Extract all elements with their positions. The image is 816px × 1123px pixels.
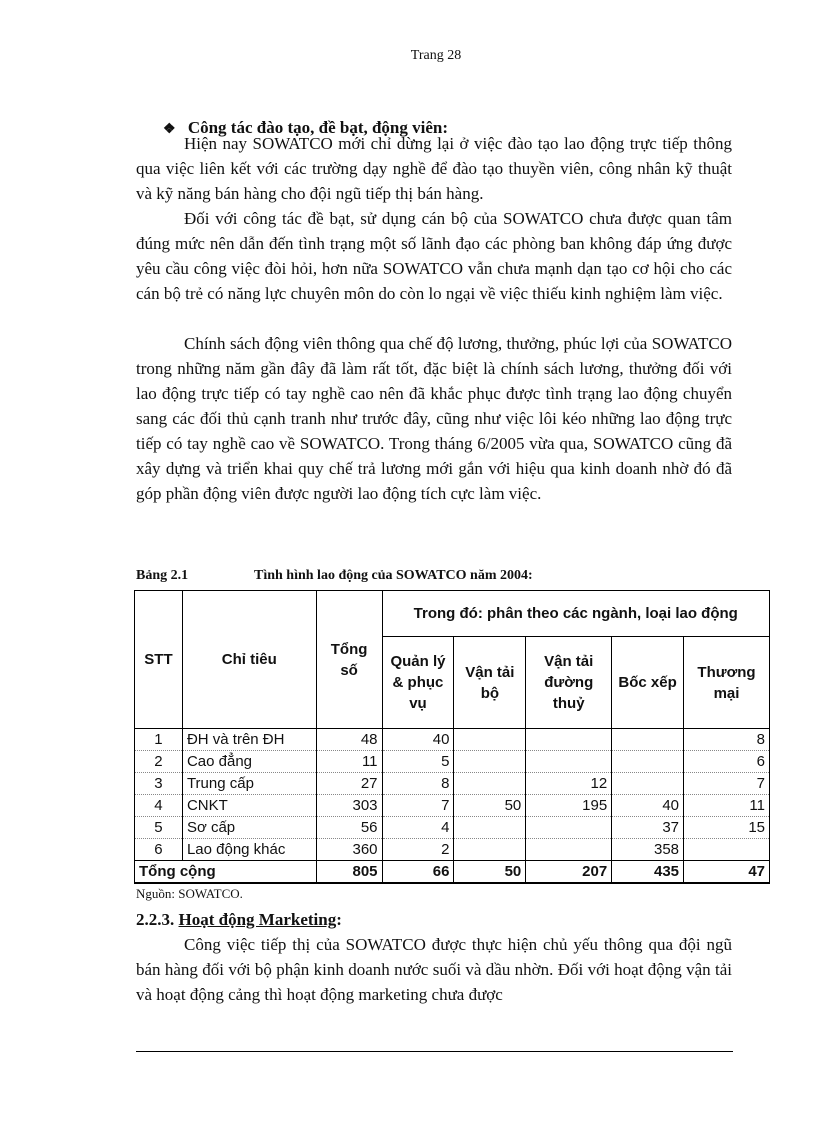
header-van-tai-bo: Vận tải bộ bbox=[454, 637, 526, 729]
cell-ql: 2 bbox=[382, 839, 454, 861]
cell-ql: 5 bbox=[382, 751, 454, 773]
paragraph-promotion: Đối với công tác đề bạt, sử dụng cán bộ của SOWATCO chưa được quan tâm đúng mức nên dẫn đến tình trạng một số lãnh đạo các phòng ban không đáp ứng được yêu cầu công việc đòi hỏi, hơn nữa SOWATCO vẫn chưa mạnh dạn tạo cơ hội cho các cán bộ trẻ có năng lực chuyên môn do còn lo ngại về việc thiếu kinh nghiệm làm việc. bbox=[136, 209, 732, 303]
cell-stt: 5 bbox=[135, 817, 183, 839]
header-thuong-mai: Thương mại bbox=[684, 637, 770, 729]
header-tong-so: Tổng số bbox=[316, 591, 382, 729]
cell-vtt: 195 bbox=[526, 795, 612, 817]
cell-stt: 1 bbox=[135, 729, 183, 751]
cell-stt: 6 bbox=[135, 839, 183, 861]
header-stt: STT bbox=[135, 591, 183, 729]
cell-total: 360 bbox=[316, 839, 382, 861]
cell-vtb bbox=[454, 751, 526, 773]
page-number: Trang 28 bbox=[410, 48, 462, 63]
total-ql: 66 bbox=[382, 861, 454, 884]
cell-bx: 40 bbox=[612, 795, 684, 817]
cell-total: 48 bbox=[316, 729, 382, 751]
total-vtt: 207 bbox=[526, 861, 612, 884]
table-row bbox=[135, 773, 770, 795]
table-row bbox=[135, 795, 770, 817]
cell-tm bbox=[684, 839, 770, 861]
table-row bbox=[135, 751, 770, 773]
cell-bx: 37 bbox=[612, 817, 684, 839]
total-vtb: 50 bbox=[454, 861, 526, 884]
marketing-heading bbox=[136, 910, 342, 930]
cell-name: Lao động khác bbox=[182, 839, 316, 861]
paragraph-training: Hiện nay SOWATCO mới chỉ dừng lại ở việc đào tạo lao động trực tiếp thông qua việc liên kết với các trường dạy nghề để đào tạo thuyền viên, công nhân kỹ thuật và kỹ năng bán hàng cho đội ngũ tiếp thị bán hàng. bbox=[136, 134, 732, 203]
total-tm: 47 bbox=[684, 861, 770, 884]
header-van-tai-thuy: Vận tải đường thuỷ bbox=[526, 637, 612, 729]
cell-name: Trung cấp bbox=[182, 773, 316, 795]
table-caption-label: Bảng 2.1 bbox=[136, 568, 189, 583]
cell-tm: 11 bbox=[684, 795, 770, 817]
cell-name: Sơ cấp bbox=[182, 817, 316, 839]
cell-vtt: 12 bbox=[526, 773, 612, 795]
cell-vtb: 50 bbox=[454, 795, 526, 817]
cell-name: ĐH và trên ĐH bbox=[182, 729, 316, 751]
cell-tm: 6 bbox=[684, 751, 770, 773]
cell-total: 56 bbox=[316, 817, 382, 839]
paragraph-motivation: Chính sách động viên thông qua chế độ lương, thưởng, phúc lợi của SOWATCO trong những năm gần đây đã làm rất tốt, đặc biệt là chính sách lương, thưởng đối với lao động trực tiếp có tay nghề cao nên đã khắc phục được tình trạng lao động chuyển sang các đối thủ cạnh tranh như trước đây, cũng như việc lôi kéo những lao động trực tiếp có tay nghề cao về SOWATCO. Trong tháng 6/2005 vừa qua, SOWATCO cũng đã xây dựng và triển khai quy chế trả lương mới gắn với hiệu qua kinh doanh nhờ đó đã góp phần động viên được người lao động tích cực làm việc. bbox=[136, 334, 732, 503]
cell-vtt bbox=[526, 839, 612, 861]
table-source: Nguồn: SOWATCO. bbox=[136, 886, 243, 901]
cell-tm: 7 bbox=[684, 773, 770, 795]
cell-vtb bbox=[454, 729, 526, 751]
table-row bbox=[135, 817, 770, 839]
cell-vtb bbox=[454, 773, 526, 795]
diamond-bullet-icon: ❖ bbox=[163, 122, 176, 137]
cell-stt: 4 bbox=[135, 795, 183, 817]
cell-stt: 3 bbox=[135, 773, 183, 795]
cell-ql: 7 bbox=[382, 795, 454, 817]
table-row bbox=[135, 729, 770, 751]
cell-ql: 4 bbox=[382, 817, 454, 839]
marketing-number: 2.2.3. bbox=[136, 910, 175, 929]
header-quan-ly: Quản lý & phục vụ bbox=[382, 637, 454, 729]
cell-vtt bbox=[526, 729, 612, 751]
marketing-title: Hoạt động Marketing bbox=[178, 910, 337, 929]
section-heading-text: Công tác đào tạo, đề bạt, động viên: bbox=[187, 118, 449, 137]
cell-tm: 8 bbox=[684, 729, 770, 751]
table-caption bbox=[136, 568, 533, 584]
cell-bx bbox=[612, 773, 684, 795]
header-chi-tieu: Chỉ tiêu bbox=[182, 591, 316, 729]
cell-vtt bbox=[526, 817, 612, 839]
cell-name: Cao đẳng bbox=[182, 751, 316, 773]
total-row bbox=[135, 861, 770, 884]
total-all: 805 bbox=[316, 861, 382, 884]
cell-ql: 8 bbox=[382, 773, 454, 795]
cell-vtt bbox=[526, 751, 612, 773]
cell-bx: 358 bbox=[612, 839, 684, 861]
cell-vtb bbox=[454, 817, 526, 839]
total-label: Tổng cộng bbox=[135, 861, 317, 884]
cell-vtb bbox=[454, 839, 526, 861]
cell-bx bbox=[612, 751, 684, 773]
cell-tm: 15 bbox=[684, 817, 770, 839]
total-bx: 435 bbox=[612, 861, 684, 884]
cell-total: 303 bbox=[316, 795, 382, 817]
table-caption-title: Tình hình lao động của SOWATCO năm 2004: bbox=[254, 568, 533, 583]
cell-name: CNKT bbox=[182, 795, 316, 817]
footer-divider bbox=[136, 1051, 733, 1052]
cell-ql: 40 bbox=[382, 729, 454, 751]
table-row bbox=[135, 839, 770, 861]
cell-total: 11 bbox=[316, 751, 382, 773]
cell-bx bbox=[612, 729, 684, 751]
header-group: Trong đó: phân theo các ngành, loại lao động bbox=[382, 591, 769, 637]
marketing-colon: : bbox=[336, 910, 342, 929]
cell-total: 27 bbox=[316, 773, 382, 795]
paragraph-marketing: Công việc tiếp thị của SOWATCO được thực hiện chủ yếu thông qua đội ngũ bán hàng đối với bộ phận kinh doanh nước suối và dầu nhờn. Đối với hoạt động vận tải và hoạt động cảng thì hoạt động marketing chưa được bbox=[136, 935, 732, 1004]
labor-table bbox=[134, 590, 770, 884]
cell-stt: 2 bbox=[135, 751, 183, 773]
header-boc-xep: Bốc xếp bbox=[612, 637, 684, 729]
